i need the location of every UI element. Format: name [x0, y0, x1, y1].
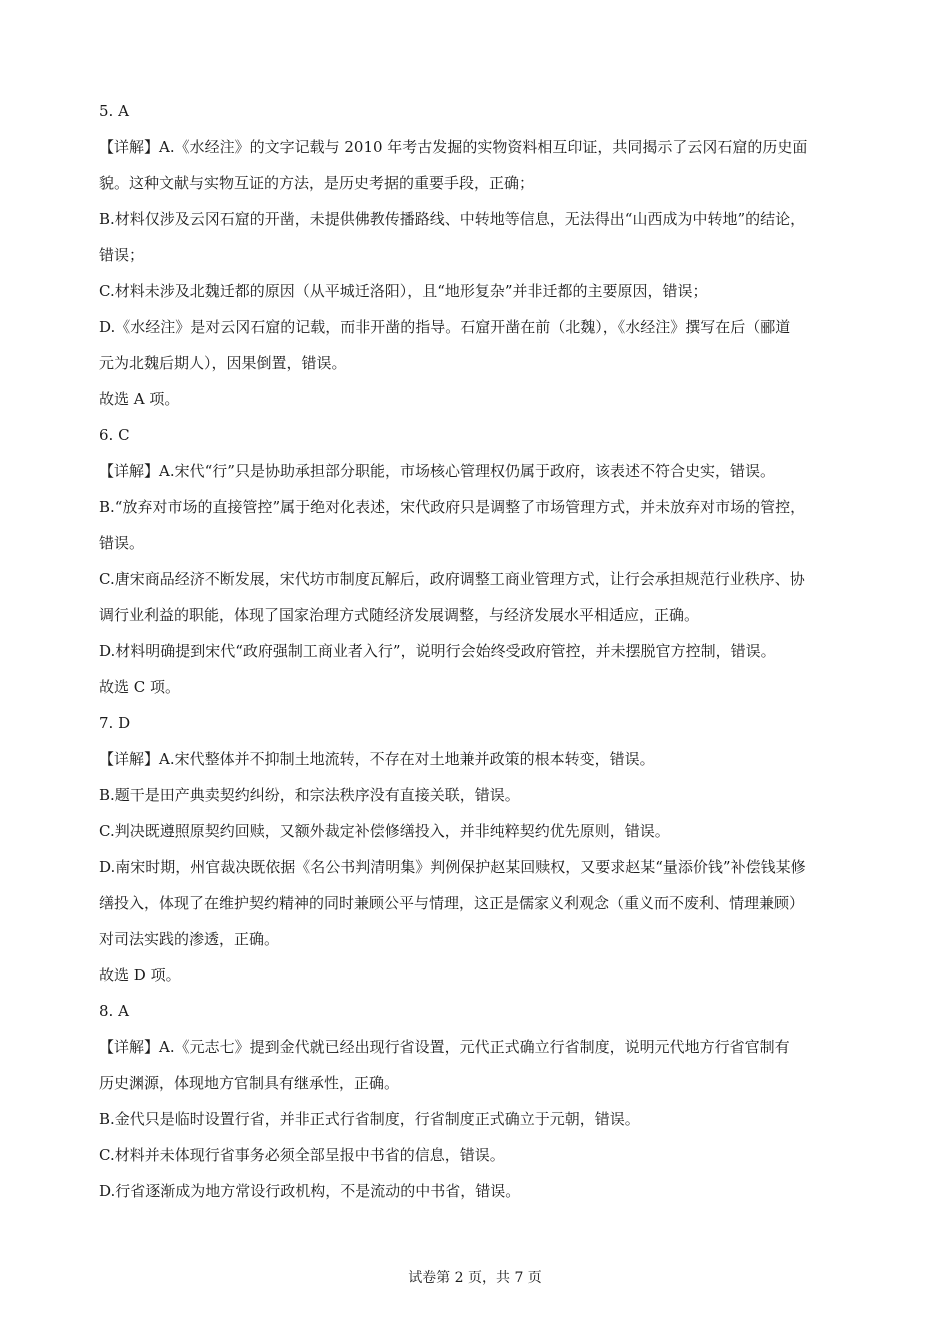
answer-explanations: [99, 100, 864, 1216]
text-line: C.材料并未体现行省事务必须全部呈报中书省的信息，错误。: [99, 1146, 505, 1164]
text-line: 【详解】A.《元志七》提到金代就已经出现行省设置，元代正式确立行省制度，说明元代地方行省官制有: [99, 1038, 790, 1056]
text-line: 元为北魏后期人），因果倒置，错误。: [99, 354, 347, 372]
text-line: B.题干是田产典卖契约纠纷，和宗法秩序没有直接关联，错误。: [99, 786, 520, 804]
text-line: 6. C: [99, 426, 130, 444]
text-line: 缮投入，体现了在维护契约精神的同时兼顾公平与情理，这正是儒家义利观念（重义而不废利、情理兼顾）: [99, 894, 805, 912]
text-line: 8. A: [99, 1002, 129, 1020]
page-footer: 试卷第 2 页，共 7 页: [408, 1270, 542, 1286]
text-line: D.南宋时期，州官裁决既依据《名公书判清明集》判例保护赵某回赎权，又要求赵某“量添价钱”补偿钱某修: [99, 858, 806, 876]
text-line: B.材料仅涉及云冈石窟的开凿，未提供佛教传播路线、中转地等信息，无法得出“山西成为中转地”的结论，: [99, 210, 806, 228]
text-line: D.《水经注》是对云冈石窟的记载，而非开凿的指导。石窟开凿在前（北魏），《水经注》撰写在后（郦道: [99, 318, 791, 336]
text-line: 对司法实践的渗透，正确。: [99, 930, 280, 948]
text-line: 【详解】A.《水经注》的文字记载与 2010 年考古发掘的实物资料相互印证，共同揭示了云冈石窟的历史面: [99, 138, 808, 156]
text-line: 貌。这种文献与实物互证的方法，是历史考据的重要手段，正确；: [99, 174, 535, 192]
text-line: D.材料明确提到宋代“政府强制工商业者入行”，说明行会始终受政府管控，并未摆脱官方控制，错误。: [99, 642, 776, 660]
text-line: 调行业利益的职能，体现了国家治理方式随经济发展调整，与经济发展水平相适应，正确。: [99, 606, 700, 624]
text-line: 故选 C 项。: [99, 678, 181, 696]
text-line: 故选 A 项。: [99, 390, 180, 408]
text-line: B.“放弃对市场的直接管控”属于绝对化表述，宋代政府只是调整了市场管理方式，并未放弃对市场的管控，: [99, 498, 806, 516]
text-line: 【详解】A.宋代“行”只是协助承担部分职能，市场核心管理权仍属于政府，该表述不符合史实，错误。: [99, 462, 775, 480]
text-line: D.行省逐渐成为地方常设行政机构，不是流动的中书省，错误。: [99, 1182, 521, 1200]
text-line: C.唐宋商品经济不断发展，宋代坊市制度瓦解后，政府调整工商业管理方式，让行会承担规范行业秩序、协: [99, 570, 805, 588]
text-line: 历史渊源，体现地方官制具有继承性，正确。: [99, 1074, 400, 1092]
text-line: C.判决既遵照原契约回赎，又额外裁定补偿修缮投入，并非纯粹契约优先原则，错误。: [99, 822, 670, 840]
text-line: 错误。: [99, 534, 145, 552]
text-line: 故选 D 项。: [99, 966, 181, 984]
text-line: B.金代只是临时设置行省，并非正式行省制度，行省制度正式确立于元朝，错误。: [99, 1110, 640, 1128]
text-line: 5. A: [99, 102, 129, 120]
text-line: 【详解】A.宋代整体并不抑制土地流转，不存在对土地兼并政策的根本转变，错误。: [99, 750, 655, 768]
text-line: 错误；: [99, 246, 145, 264]
text-line: C.材料未涉及北魏迁都的原因（从平城迁洛阳），且“地形复杂”并非迁都的主要原因，错误；: [99, 282, 708, 300]
text-line: 7. D: [99, 714, 131, 732]
